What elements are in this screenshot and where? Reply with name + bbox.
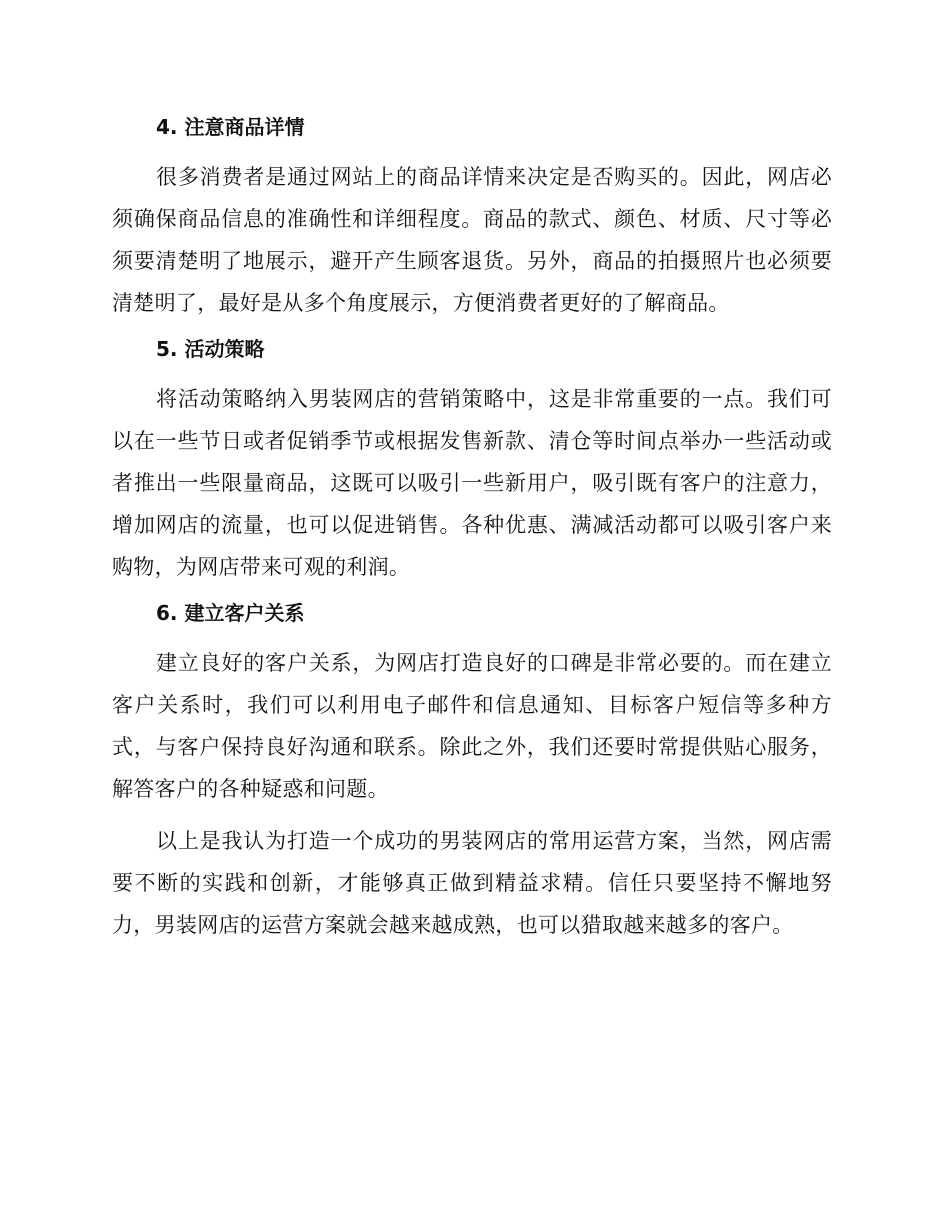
section-heading-product-details: 4. 注意商品详情 [156,115,305,139]
section-heading-customer-relations: 6. 建立客户关系 [156,601,305,625]
section-paragraph-customer-relations: 建立良好的客户关系，为网店打造良好的口碑是非常必要的。而在建立客户关系时，我们可以利用电子邮件和信息通知、目标客户短信等多种方式，与客户保持良好沟通和联系。除此之外，我们还要时常提供贴心服务，解答客户的各种疑惑和问题。 [112,651,832,801]
section-heading-activity-strategy: 5. 活动策略 [156,337,265,361]
document-body [112,112,832,956]
section-paragraph-activity-strategy: 将活动策略纳入男装网店的营销策略中，这是非常重要的一点。我们可以在一些节日或者促销季节或根据发售新款、清仓等时间点举办一些活动或者推出一些限量商品，这既可以吸引一些新用户，吸引既有客户的注意力，增加网店的流量，也可以促进销售。各种优惠、满减活动都可以吸引客户来购物，为网店带来可观的利润。 [112,387,832,579]
conclusion-paragraph: 以上是我认为打造一个成功的男装网店的常用运营方案，当然，网店需要不断的实践和创新，才能够真正做到精益求精。信任只要坚持不懈地努力，男装网店的运营方案就会越来越成熟，也可以猎取越来越多的客户。 [112,829,832,937]
section-paragraph-product-details: 很多消费者是通过网站上的商品详情来决定是否购买的。因此，网店必须确保商品信息的准确性和详细程度。商品的款式、颜色、材质、尺寸等必须要清楚明了地展示，避开产生顾客退货。另外，商品的拍摄照片也必须要清楚明了，最好是从多个角度展示，方便消费者更好的了解商品。 [112,165,832,315]
